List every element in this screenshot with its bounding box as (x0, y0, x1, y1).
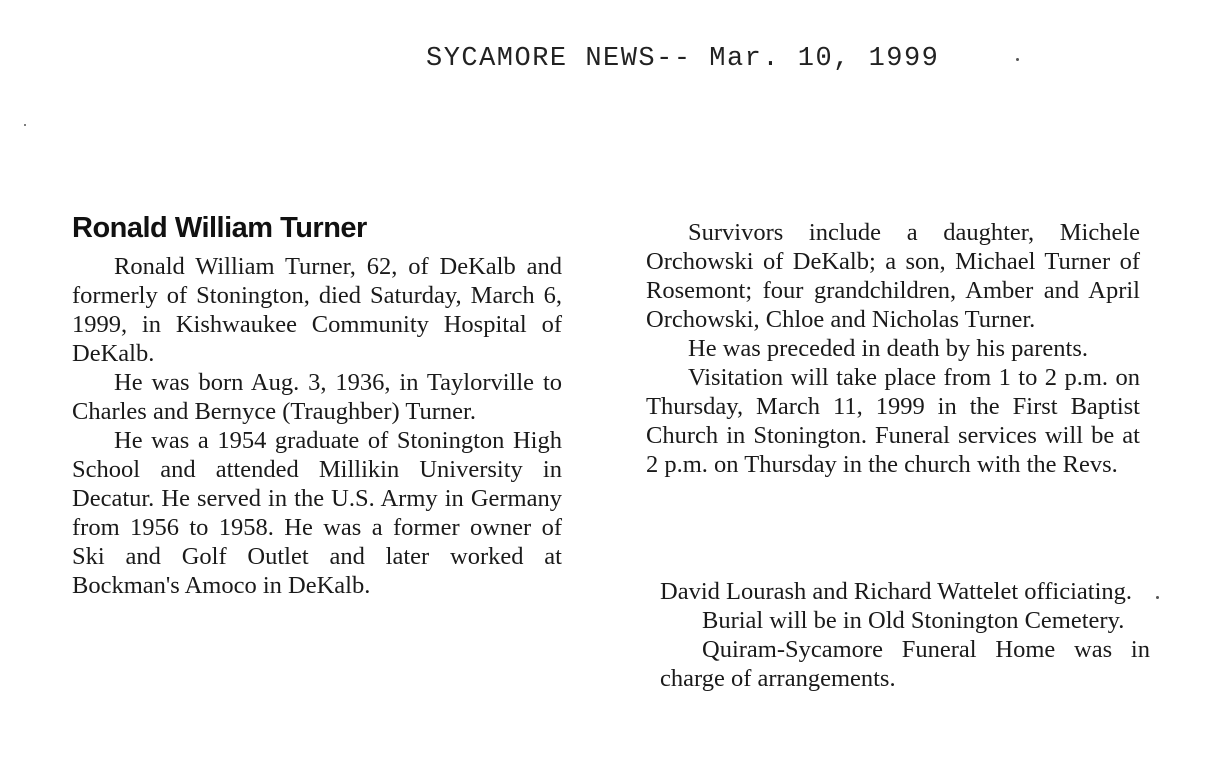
obituary-right-column-top (646, 218, 1140, 479)
obituary-left-column (72, 252, 562, 600)
obituary-paragraph: He was born Aug. 3, 1936, in Taylorville to Charles and Bernyce (Traughber) Turner. (72, 369, 562, 425)
obituary-right-column-bottom (660, 577, 1150, 693)
obituary-paragraph: Quiram-Sycamore Funeral Home was in charge of arrangements. (660, 636, 1150, 692)
obituary-paragraph: He was a 1954 graduate of Stonington High School and attended Millikin University in Decatur. He served in the U.S. Army in Germany from 1956 to 1958. He was a former owner of Ski and Golf Outlet and later worked at Bockman's Amoco in DeKalb. (72, 427, 562, 599)
obituary-paragraph: David Lourash and Richard Wattelet officiating. (660, 578, 1133, 605)
obituary-paragraph: He was preceded in death by his parents. (688, 335, 1089, 362)
newspaper-header: SYCAMORE NEWS-- Mar. 10, 1999 (426, 44, 940, 74)
obituary-paragraph: Burial will be in Old Stonington Cemetery. (702, 607, 1125, 634)
obituary-paragraph: Survivors include a daughter, Michele Orchowski of DeKalb; a son, Michael Turner of Rosemont; four grandchildren, Amber and April Orchowski, Chloe and Nicholas Turner. (646, 219, 1140, 333)
obituary-title: Ronald William Turner (72, 212, 367, 244)
obituary-paragraph: Visitation will take place from 1 to 2 p.m. on Thursday, March 11, 1999 in the First Baptist Church in Stonington. Funeral services will be at 2 p.m. on Thursday in the church with the Revs. (646, 364, 1140, 478)
obituary-paragraph: Ronald William Turner, 62, of DeKalb and formerly of Stonington, died Saturday, March 6, 1999, in Kishwaukee Community Hospital of DeKalb. (72, 253, 562, 367)
